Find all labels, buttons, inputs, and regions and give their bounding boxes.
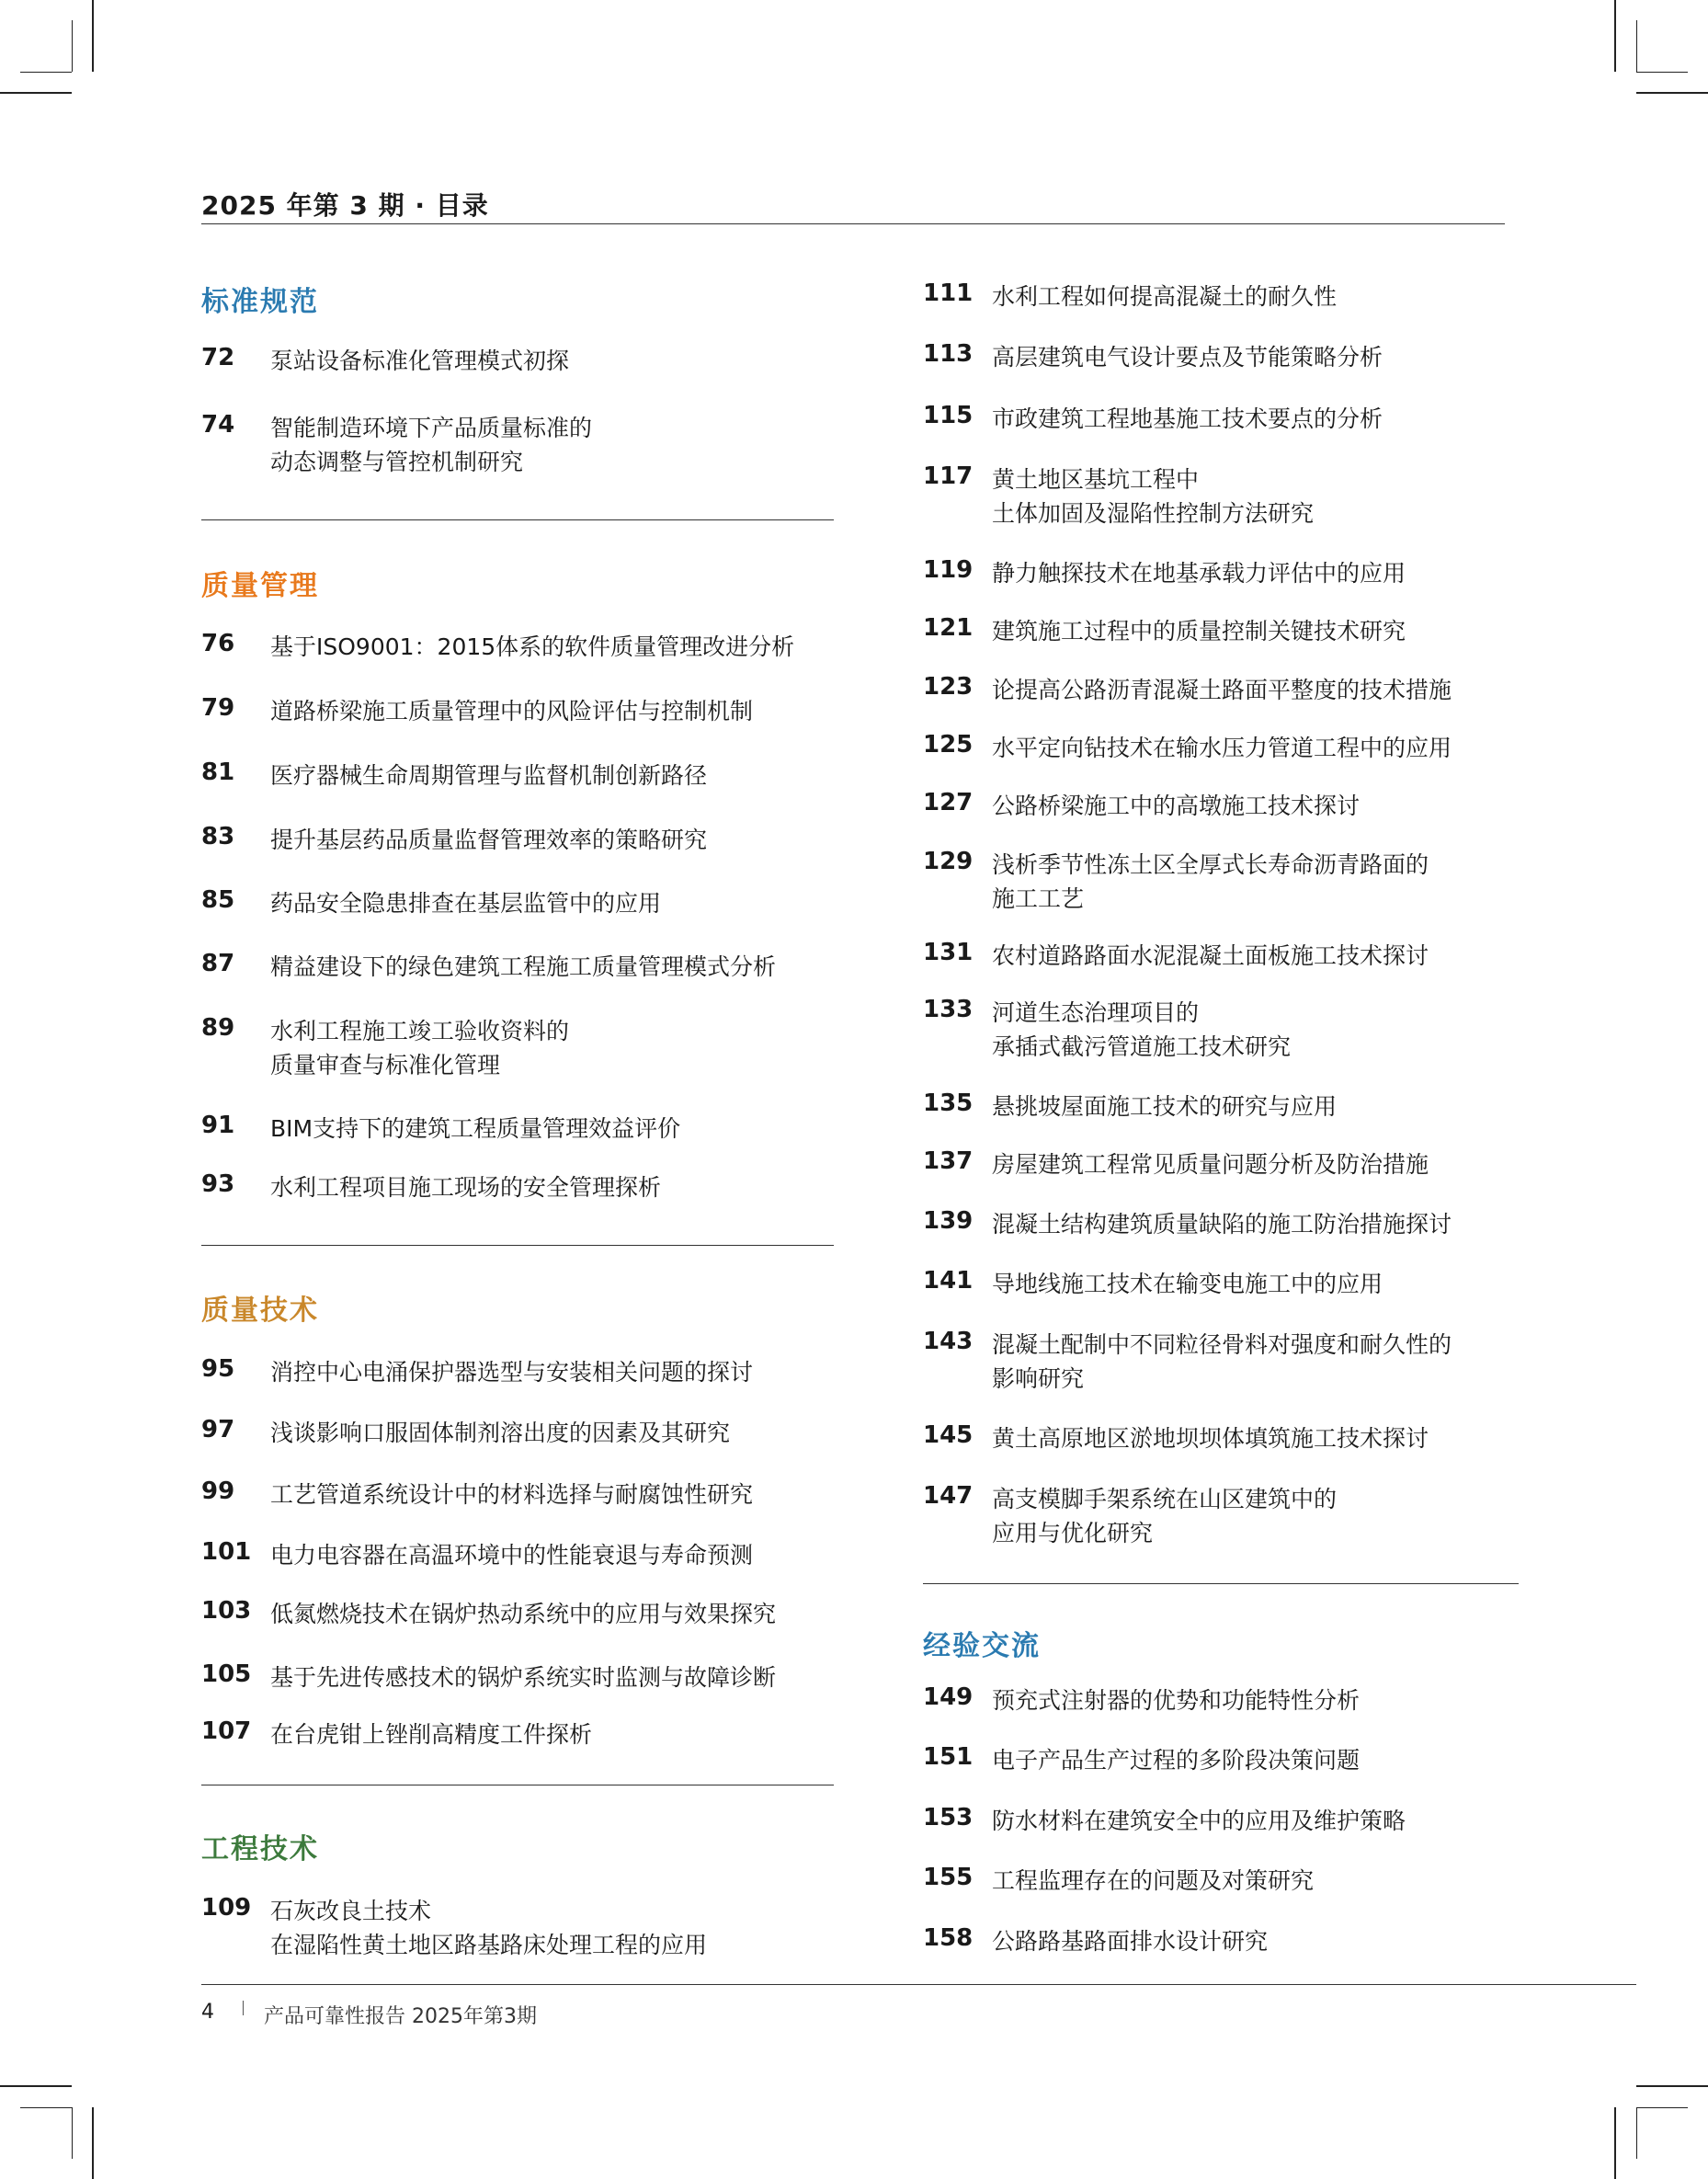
toc-entry-title: 浅谈影响口服固体制剂溶出度的因素及其研究 [270,1420,731,1446]
toc-page-number: 153 [923,1804,974,1831]
toc-entry-title: 提升基层药品质量监督管理效率的策略研究 [270,827,708,853]
toc-page-number: 87 [201,950,235,977]
toc-entry-title: 公路桥梁施工中的高墩施工技术探讨 [992,793,1361,819]
toc-entry-title: 市政建筑工程地基施工技术要点的分析 [992,405,1383,432]
toc-page-number: 123 [923,673,974,701]
toc-page-number: 117 [923,462,974,490]
toc-page-number: 115 [923,402,974,429]
publication-name: 产品可靠性报告 2025年第3期 [264,2005,537,2028]
toc-entry-title: 悬挑坡屋面施工技术的研究与应用 [992,1093,1338,1120]
page-title: 2025 年第 3 期 · 目录 [201,190,489,221]
toc-entry-title: 医疗器械生命周期管理与监督机制创新路径 [270,762,708,789]
toc-entry-title: 高层建筑电气设计要点及节能策略分析 [992,344,1383,371]
toc-page-number: 72 [201,344,235,371]
toc-entry-title: 高支模脚手架系统在山区建筑中的 应用与优化研究 [992,1486,1338,1546]
toc-page-number: 111 [923,280,974,307]
toc-page-number: 109 [201,1894,252,1922]
toc-entry-title: 论提高公路沥青混凝土路面平整度的技术措施 [992,677,1452,703]
toc-page-number: 127 [923,789,974,816]
footer-separator [243,2001,244,2015]
toc-page-number: 79 [201,694,235,722]
toc-entry-title: 农村道路路面水泥混凝土面板施工技术探讨 [992,942,1429,969]
toc-entry-title: 建筑施工过程中的质量控制关键技术研究 [992,618,1406,645]
section-title-experience-exchange: 经验交流 [923,1630,1041,1662]
toc-page-number: 129 [923,848,974,875]
toc-page-number: 89 [201,1014,235,1042]
toc-page-number: 105 [201,1660,252,1688]
toc-entry-title: 药品安全隐患排查在基层监管中的应用 [270,890,662,917]
toc-page-number: 119 [923,556,974,584]
toc-entry-title: 导地线施工技术在输变电施工中的应用 [992,1271,1383,1297]
section-title-engineering-technology: 工程技术 [201,1833,319,1865]
section-title-quality-technology: 质量技术 [201,1295,319,1327]
toc-entry-title: 精益建设下的绿色建筑工程施工质量管理模式分析 [270,953,777,980]
toc-entry-title: 泵站设备标准化管理模式初探 [270,348,570,374]
toc-page-number: 107 [201,1717,252,1745]
toc-entry-title: 石灰改良土技术 在湿陷性黄土地区路基路床处理工程的应用 [270,1898,708,1958]
toc-entry-title: 工艺管道系统设计中的材料选择与耐腐蚀性研究 [270,1481,754,1508]
toc-page-number: 103 [201,1597,252,1625]
toc-page-number: 83 [201,823,235,850]
toc-entry-title: 在台虎钳上锉削高精度工件探析 [270,1721,593,1748]
toc-page-number: 97 [201,1416,235,1443]
toc-page-number: 137 [923,1147,974,1175]
toc-page-number: 155 [923,1864,974,1891]
toc-entry-title: 河道生态治理项目的 承插式截污管道施工技术研究 [992,999,1292,1060]
section-divider [201,519,834,520]
footer-divider [201,1984,1636,1985]
toc-entry-title: 预充式注射器的优势和功能特性分析 [992,1687,1361,1714]
section-title-standards: 标准规范 [201,286,319,318]
toc-entry-title: 水利工程施工竣工验收资料的 质量审查与标准化管理 [270,1018,570,1078]
toc-entry-title: 工程监理存在的问题及对策研究 [992,1867,1315,1894]
toc-entry-title: 电力电容器在高温环境中的性能衰退与寿命预测 [270,1542,754,1569]
toc-page-number: 121 [923,614,974,642]
toc-entry-title: 基于先进传感技术的锅炉系统实时监测与故障诊断 [270,1664,777,1691]
toc-entry-title: 黄土地区基坑工程中 土体加固及湿陷性控制方法研究 [992,466,1315,527]
toc-entry-title: 防水材料在建筑安全中的应用及维护策略 [992,1808,1406,1834]
toc-page-number: 99 [201,1477,235,1505]
toc-page-number: 147 [923,1482,974,1510]
toc-entry-title: BIM支持下的建筑工程质量管理效益评价 [270,1115,681,1142]
toc-entry-title: 混凝土结构建筑质量缺陷的施工防治措施探讨 [992,1211,1452,1238]
toc-entry-title: 浅析季节性冻土区全厚式长寿命沥青路面的 施工工艺 [992,851,1429,912]
toc-page-number: 145 [923,1421,974,1449]
toc-entry-title: 静力触探技术在地基承载力评估中的应用 [992,560,1406,587]
toc-entry-title: 水利工程如何提高混凝土的耐久性 [992,283,1338,310]
toc-page-number: 141 [923,1267,974,1295]
toc-page-number: 113 [923,340,974,368]
toc-page-number: 95 [201,1355,235,1383]
toc-entry-title: 电子产品生产过程的多阶段决策问题 [992,1747,1361,1774]
toc-page-number: 85 [201,886,235,914]
toc-entry-title: 消控中心电涌保护器选型与安装相关问题的探讨 [270,1359,754,1386]
toc-page-number: 143 [923,1328,974,1355]
page-number: 4 [201,2001,214,2024]
toc-entry-title: 基于ISO9001：2015体系的软件质量管理改进分析 [270,633,795,660]
section-title-quality-management: 质量管理 [201,570,319,602]
section-divider [201,1245,834,1246]
toc-page-number: 91 [201,1112,235,1139]
toc-page-number: 101 [201,1538,252,1566]
toc-page-number: 93 [201,1170,235,1198]
header-divider [201,223,1505,224]
toc-page-number: 131 [923,939,974,966]
toc-page-number: 125 [923,731,974,759]
toc-entry-title: 智能制造环境下产品质量标准的 动态调整与管控机制研究 [270,415,593,475]
toc-entry-title: 水平定向钻技术在输水压力管道工程中的应用 [992,735,1452,761]
toc-page-number: 151 [923,1743,974,1771]
toc-entry-title: 混凝土配制中不同粒径骨料对强度和耐久性的 影响研究 [992,1331,1452,1392]
toc-page-number: 81 [201,759,235,786]
toc-page-number: 135 [923,1090,974,1117]
toc-page-number: 76 [201,630,235,657]
toc-entry-title: 公路路基路面排水设计研究 [992,1928,1269,1955]
toc-entry-title: 房屋建筑工程常见质量问题分析及防治措施 [992,1151,1429,1178]
toc-page-number: 139 [923,1207,974,1235]
section-divider [923,1583,1519,1584]
toc-page-number: 149 [923,1683,974,1711]
toc-entry-title: 水利工程项目施工现场的安全管理探析 [270,1174,662,1201]
toc-entry-title: 黄土高原地区淤地坝坝体填筑施工技术探讨 [992,1425,1429,1452]
toc-page-number: 133 [923,996,974,1023]
toc-entry-title: 低氮燃烧技术在锅炉热动系统中的应用与效果探究 [270,1601,777,1627]
toc-page-number: 158 [923,1924,974,1952]
toc-page-number: 74 [201,411,235,439]
toc-entry-title: 道路桥梁施工质量管理中的风险评估与控制机制 [270,698,754,724]
